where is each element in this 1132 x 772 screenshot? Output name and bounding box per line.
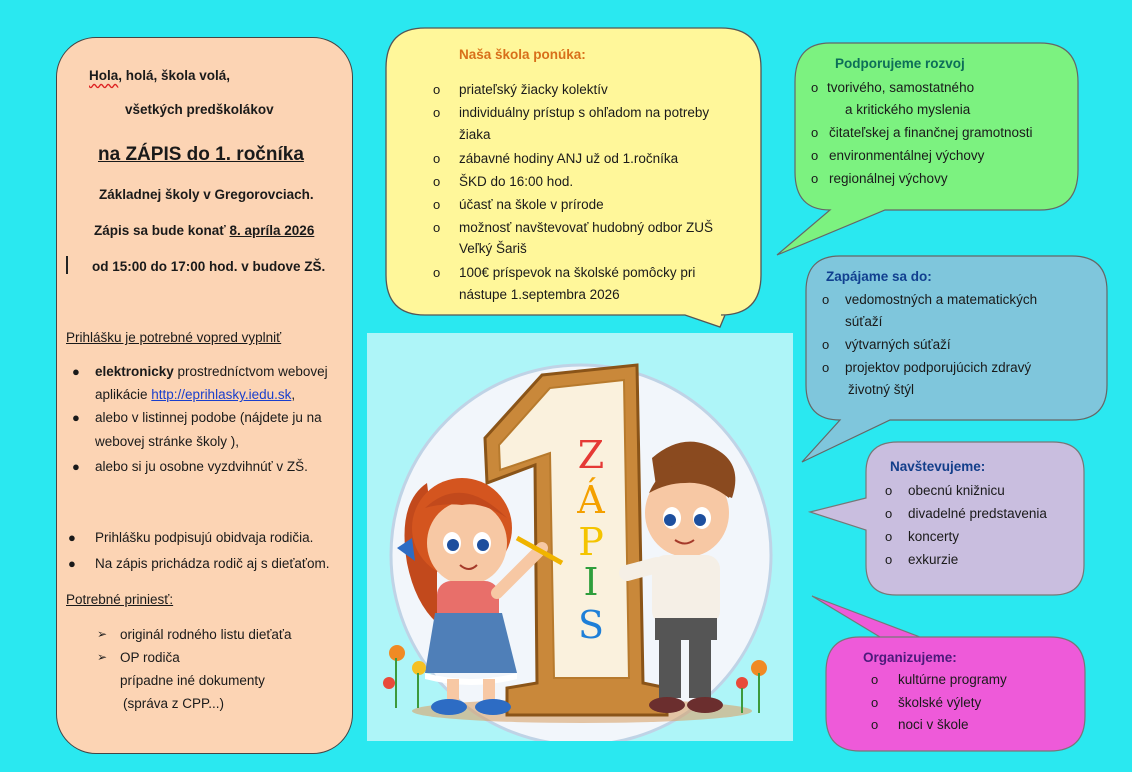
circle-bullet: o	[811, 148, 819, 163]
visit-item: obecnú knižnicu	[908, 483, 1005, 498]
letter-z: Z	[577, 433, 605, 477]
arrow-bullet-icon: ➢	[97, 650, 108, 664]
circle-bullet: o	[433, 174, 441, 189]
electronic-bold: elektronicky	[95, 364, 174, 379]
greeting-rest: , holá, škola volá,	[118, 68, 231, 83]
offer-title: Naša škola ponúka:	[459, 47, 586, 62]
registration-panel	[56, 37, 353, 754]
bullet-dot: ●	[72, 459, 80, 474]
bullet-dot: ●	[72, 410, 80, 425]
circle-bullet: o	[811, 80, 819, 95]
hola-word: Hola	[89, 68, 119, 83]
bullet-dot: ●	[68, 530, 76, 545]
involve-item: projektov podporujúcich zdravý	[845, 360, 1032, 375]
circle-bullet: o	[885, 506, 893, 521]
bullet-electronic	[95, 364, 328, 379]
school-name: Základnej školy v Gregorovciach.	[99, 187, 314, 202]
circle-bullet: o	[871, 695, 879, 710]
note-signatures: Prihlášku podpisujú obidvaja rodičia.	[95, 530, 314, 545]
circle-bullet: o	[433, 265, 441, 280]
letter-s: S	[577, 603, 605, 647]
develop-item: tvorivého, samostatného	[827, 80, 975, 95]
offer-bubble-shape	[385, 27, 765, 329]
organize-item: kultúrne programy	[898, 672, 1007, 687]
headline: na ZÁPIS do 1. ročníka	[98, 144, 304, 165]
electronic-rest: prostredníctvom webovej	[173, 364, 328, 379]
organize-item: školské výlety	[898, 695, 982, 710]
circle-bullet: o	[871, 672, 879, 687]
circle-bullet: o	[433, 151, 441, 166]
circle-bullet: o	[433, 197, 441, 212]
date-line	[94, 223, 314, 238]
offer-item: možnosť navštevovať hudobný odbor ZUŠ	[459, 220, 714, 235]
visit-item: koncerty	[908, 529, 960, 544]
offer-item: ŠKD do 16:00 hod.	[459, 174, 574, 189]
bullet-dot: ●	[72, 364, 80, 379]
circle-bullet: o	[885, 552, 893, 567]
offer-bubble	[385, 27, 765, 329]
develop-item: čitateľskej a finančnej gramotnosti	[829, 125, 1033, 140]
bring-other: prípadne iné dokumenty	[120, 673, 265, 688]
circle-bullet: o	[885, 483, 893, 498]
involve-item-cont: súťaží	[845, 314, 883, 329]
circle-bullet: o	[433, 105, 441, 120]
offer-item-cont: nástupe 1.septembra 2026	[459, 287, 620, 302]
involve-item: vedomostných a matematických	[845, 292, 1038, 307]
illustration-art	[367, 333, 793, 741]
application-prefix: aplikácie	[95, 387, 152, 402]
note-child: Na zápis prichádza rodič aj s dieťaťom.	[95, 556, 330, 571]
text-cursor	[66, 256, 68, 274]
offer-item: priateľský žiacky kolektív	[459, 82, 608, 97]
visit-bubble	[808, 440, 1088, 600]
letter-p: P	[578, 520, 604, 564]
bring-id-card: OP rodiča	[120, 650, 180, 665]
develop-title: Podporujeme rozvoj	[835, 56, 965, 71]
time-line: od 15:00 do 17:00 hod. v budove ZŠ.	[92, 259, 326, 274]
offer-item: 100€ príspevok na školské pomôcky pri	[459, 265, 696, 280]
visit-item: exkurzie	[908, 552, 959, 567]
zapis-letters	[576, 433, 605, 647]
eprihlasky-link[interactable]: http://eprihlasky.iedu.sk	[151, 387, 292, 402]
bullet-paper-2: webovej stránke školy ),	[95, 434, 240, 449]
offer-item: účasť na škole v prírode	[459, 197, 604, 212]
date-value: 8. apríla 2026	[229, 223, 315, 238]
circle-bullet: o	[822, 337, 830, 352]
application-suffix: ,	[291, 387, 296, 402]
develop-item: environmentálnej výchovy	[829, 148, 985, 163]
offer-item: zábavné hodiny ANJ už od 1.ročníka	[459, 151, 679, 166]
offer-item-cont: žiaka	[459, 127, 491, 142]
zapis-illustration	[367, 333, 793, 741]
circle-bullet: o	[433, 220, 441, 235]
circle-bullet: o	[811, 171, 819, 186]
develop-item: regionálnej výchovy	[829, 171, 948, 186]
bring-cpp: (správa z CPP...)	[123, 696, 225, 711]
bring-heading: Potrebné priniesť:	[66, 592, 174, 607]
letter-i: I	[583, 560, 599, 604]
circle-bullet: o	[433, 82, 441, 97]
involve-item-cont: životný štýl	[848, 382, 915, 397]
circle-bullet: o	[871, 717, 879, 732]
arrow-bullet-icon: ➢	[97, 627, 108, 641]
circle-bullet: o	[822, 360, 830, 375]
greeting-line	[89, 68, 230, 83]
circle-bullet: o	[822, 292, 830, 307]
involve-bubble	[800, 255, 1110, 465]
involve-title: Zapájame sa do:	[826, 269, 932, 284]
circle-bullet: o	[885, 529, 893, 544]
bullet-application	[95, 387, 295, 402]
offer-item-cont: Veľký Šariš	[459, 241, 527, 256]
preschoolers-line: všetkých predškolákov	[125, 102, 274, 117]
develop-bubble	[775, 42, 1080, 257]
bullet-paper-1: alebo v listinnej podobe (nájdete ju na	[95, 410, 322, 425]
letter-a: Á	[577, 478, 605, 522]
offer-item: individuálny prístup s ohľadom na potreby	[459, 105, 710, 120]
organize-bubble	[810, 594, 1090, 756]
involve-item: výtvarných súťaží	[845, 337, 951, 352]
visit-item: divadelné predstavenia	[908, 506, 1047, 521]
date-prefix: Zápis sa bude konať	[94, 223, 230, 238]
bullet-personally: alebo si ju osobne vyzdvihnúť v ZŠ.	[95, 459, 308, 474]
organize-title: Organizujeme:	[863, 650, 957, 665]
organize-item: noci v škole	[898, 717, 969, 732]
circle-bullet: o	[811, 125, 819, 140]
develop-item-cont: a kritického myslenia	[845, 102, 971, 117]
visit-title: Navštevujeme:	[890, 459, 986, 474]
prihlaska-heading: Prihlášku je potrebné vopred vyplniť	[66, 330, 282, 345]
bullet-dot: ●	[68, 556, 76, 571]
bring-birth-certificate: originál rodného listu dieťaťa	[120, 627, 292, 642]
flowers-right	[736, 660, 767, 713]
